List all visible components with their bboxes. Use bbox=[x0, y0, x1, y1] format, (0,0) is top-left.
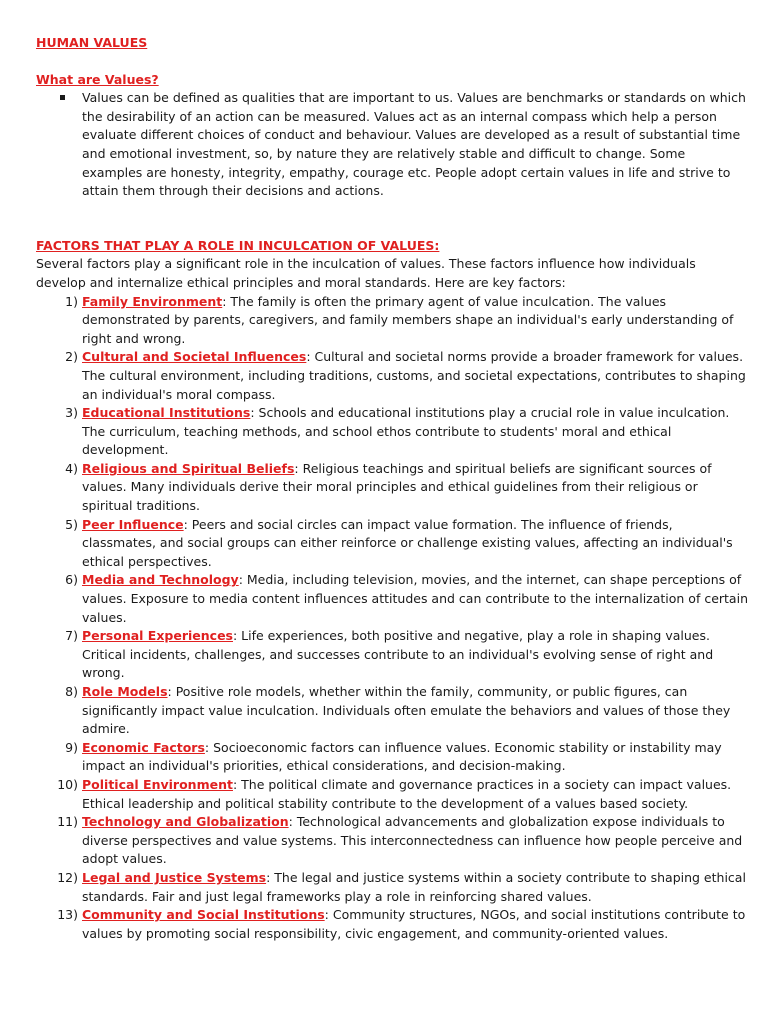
factor-name: Personal Experiences bbox=[82, 628, 233, 644]
list-item bbox=[65, 293, 748, 349]
factor-number: 9) bbox=[65, 739, 78, 755]
list-item bbox=[57, 776, 748, 813]
factor-name: Family Environment bbox=[82, 293, 223, 309]
list-item bbox=[65, 516, 748, 572]
values-definition-list bbox=[36, 89, 748, 201]
bullet-square-icon bbox=[60, 95, 65, 100]
factors-heading: FACTORS THAT PLAY A ROLE IN INCULCATION OF VALUES: bbox=[36, 237, 440, 253]
factor-number: 11) bbox=[57, 814, 78, 830]
list-item bbox=[57, 813, 748, 869]
factor-name: Role Models bbox=[82, 684, 168, 699]
list-item bbox=[65, 460, 748, 516]
factor-description: : Schools and educational institutions play a crucial role in value inculcation. The curriculum, teaching methods, and school ethos contribute to students' moral and ethical development. bbox=[82, 405, 730, 458]
list-item bbox=[65, 571, 748, 627]
page-title: HUMAN VALUES bbox=[36, 35, 148, 50]
factor-number: 7) bbox=[65, 628, 78, 644]
factor-name: Technology and Globalization bbox=[82, 814, 289, 830]
factor-number: 1) bbox=[65, 293, 78, 309]
factor-number: 8) bbox=[65, 684, 78, 699]
factor-name: Educational Institutions bbox=[82, 405, 251, 421]
factors-intro: Several factors play a significant role in the inculcation of values. These factors influence how individuals develop and internalize ethical principles and moral standards. Here are key factors: bbox=[36, 256, 696, 290]
list-item bbox=[65, 739, 748, 776]
factor-number: 12) bbox=[57, 869, 78, 885]
factor-number: 13) bbox=[57, 907, 78, 923]
factor-name: Religious and Spiritual Beliefs bbox=[82, 460, 295, 476]
factor-number: 4) bbox=[65, 460, 78, 476]
factor-name: Peer Influence bbox=[82, 516, 184, 532]
list-item bbox=[82, 89, 748, 201]
list-item bbox=[57, 869, 748, 906]
factor-description: : Religious teachings and spiritual beliefs are significant sources of values. Many individuals derive their moral principles and ethical guidelines from their religious or spiritual traditions. bbox=[82, 460, 712, 514]
factor-name: Political Environment bbox=[82, 776, 233, 792]
factor-number: 2) bbox=[65, 349, 78, 365]
factor-name: Cultural and Societal Influences bbox=[82, 349, 307, 365]
factor-name: Legal and Justice Systems bbox=[82, 869, 267, 885]
list-item bbox=[65, 348, 748, 404]
factor-description: : Peers and social circles can impact value formation. The influence of friends, classmates, and social groups can either reinforce or challenge existing values, affecting an individual's ethical perspectives. bbox=[82, 516, 733, 569]
factor-number: 5) bbox=[65, 516, 78, 532]
factor-description: : Cultural and societal norms provide a broader framework for values. The cultural environment, including traditions, customs, and societal expectations, contributes to shaping an individual's moral compass. bbox=[82, 349, 746, 402]
factor-number: 6) bbox=[65, 572, 78, 588]
spacer bbox=[36, 201, 748, 237]
values-definition-text: Values can be defined as qualities that are important to us. Values are benchmarks or standards on which the desirability of an action can be measured. Values act as an internal compass which help a person evaluate different choices of conduct and behaviour. Values are developed as a result of substantial time and emotional investment, so, by nature they are relatively stable and difficult to change. Some examples are honesty, integrity, empathy, courage etc. People adopt certain values in life and strive to attain them through their decisions and actions. bbox=[82, 90, 746, 199]
what-are-values-heading: What are Values? bbox=[36, 71, 159, 87]
factor-description: : The family is often the primary agent of value inculcation. The values demonstrated by parents, caregivers, and family members shape an individual's early understanding of right and wrong. bbox=[82, 293, 734, 346]
factor-name: Economic Factors bbox=[82, 739, 205, 755]
list-item bbox=[65, 404, 748, 460]
factor-number: 10) bbox=[57, 776, 78, 792]
list-item bbox=[65, 627, 748, 683]
factor-description: : The legal and justice systems within a society contribute to shaping ethical standards. Fair and just legal frameworks play a role in reinforcing shared values. bbox=[82, 869, 746, 904]
factor-description: : Life experiences, both positive and negative, play a role in shaping values. Critical incidents, challenges, and successes contribute to an individual's evolving sense of right and wrong. bbox=[82, 628, 714, 681]
factor-description: : Positive role models, whether within the family, community, or public figures, can significantly impact value inculcation. Individuals often emulate the behaviors and values of those they admire. bbox=[82, 684, 731, 737]
factors-list bbox=[36, 293, 748, 944]
factor-name: Community and Social Institutions bbox=[82, 907, 325, 923]
factor-description: : Community structures, NGOs, and social institutions contribute to values by promoting social responsibility, civic engagement, and community-oriented values. bbox=[82, 907, 746, 941]
factor-description: : Technological advancements and globalization expose individuals to diverse perspectives and value systems. This interconnectedness can influence how people perceive and adopt values. bbox=[82, 814, 743, 867]
factor-name: Media and Technology bbox=[82, 572, 239, 588]
factor-description: : Socioeconomic factors can influence values. Economic stability or instability may impact an individual's priorities, ethical considerations, and decision-making. bbox=[82, 739, 722, 774]
list-item bbox=[65, 683, 748, 739]
factor-description: : The political climate and governance practices in a society can impact values. Ethical leadership and political stability contribute to the development of a values based society. bbox=[82, 776, 732, 811]
list-item bbox=[57, 906, 748, 943]
factor-description: : Media, including television, movies, and the internet, can shape perceptions of values. Exposure to media content influences attitudes and can contribute to the internalization of certain values. bbox=[82, 572, 748, 625]
factor-number: 3) bbox=[65, 405, 78, 421]
